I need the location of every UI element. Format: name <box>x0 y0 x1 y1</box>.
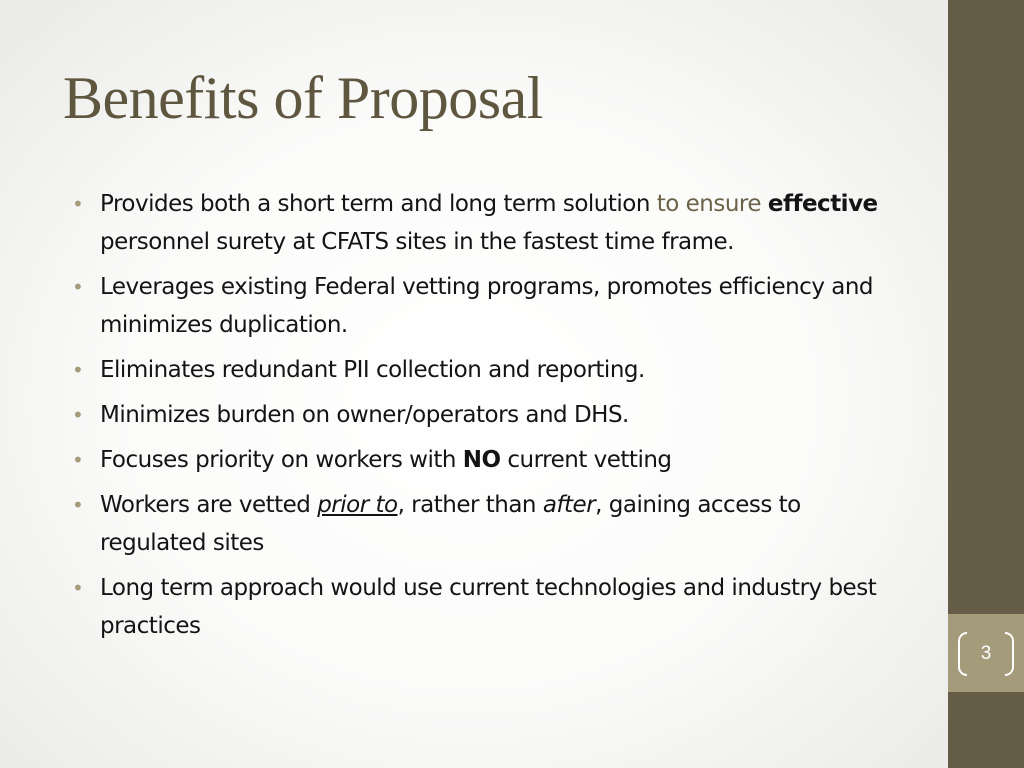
bullet-accent-text: to ensure <box>656 191 762 217</box>
bullet-icon: • <box>72 275 84 299</box>
bullet-text: , rather than <box>397 492 543 518</box>
bullet-icon: • <box>72 192 84 216</box>
bullet-text: Focuses priority on workers with <box>100 447 463 473</box>
bullet-icon: • <box>72 403 84 427</box>
bullet-item <box>72 569 882 645</box>
bullet-list <box>72 185 882 652</box>
bullet-item <box>72 268 882 344</box>
bullet-bold-text: effective <box>767 191 878 217</box>
bullet-icon: • <box>72 358 84 382</box>
bullet-emphasis-text: after <box>542 492 596 518</box>
bullet-emphasis-text: prior to <box>317 492 398 518</box>
bullet-text: Minimizes burden on owner/operators and DHS. <box>100 402 629 428</box>
bullet-item <box>72 351 882 389</box>
bullet-text: current vetting <box>500 447 672 473</box>
slide-title: Benefits of Proposal <box>63 65 543 131</box>
bullet-item <box>72 185 882 261</box>
bullet-item <box>72 441 882 479</box>
bullet-text: Eliminates redundant PII collection and reporting. <box>100 357 645 383</box>
page-number: 3 <box>980 643 992 664</box>
bullet-text: , gaining access to regulated sites <box>100 492 801 556</box>
bullet-text: Long term approach would use current technologies and industry best practices <box>100 575 877 639</box>
page-number-tab <box>948 614 1024 692</box>
bullet-item <box>72 486 882 562</box>
bullet-icon: • <box>72 493 84 517</box>
bullet-icon: • <box>72 448 84 472</box>
bullet-text: personnel surety at CFATS sites in the fastest time frame. <box>100 229 734 255</box>
bullet-text: Provides both a short term and long term solution <box>100 191 657 217</box>
bullet-text: Leverages existing Federal vetting programs, promotes efficiency and minimizes duplication. <box>100 274 874 338</box>
bullet-text: Workers are vetted <box>100 492 318 518</box>
bullet-item <box>72 396 882 434</box>
bullet-bold-text: NO <box>462 447 501 473</box>
bullet-icon: • <box>72 576 84 600</box>
